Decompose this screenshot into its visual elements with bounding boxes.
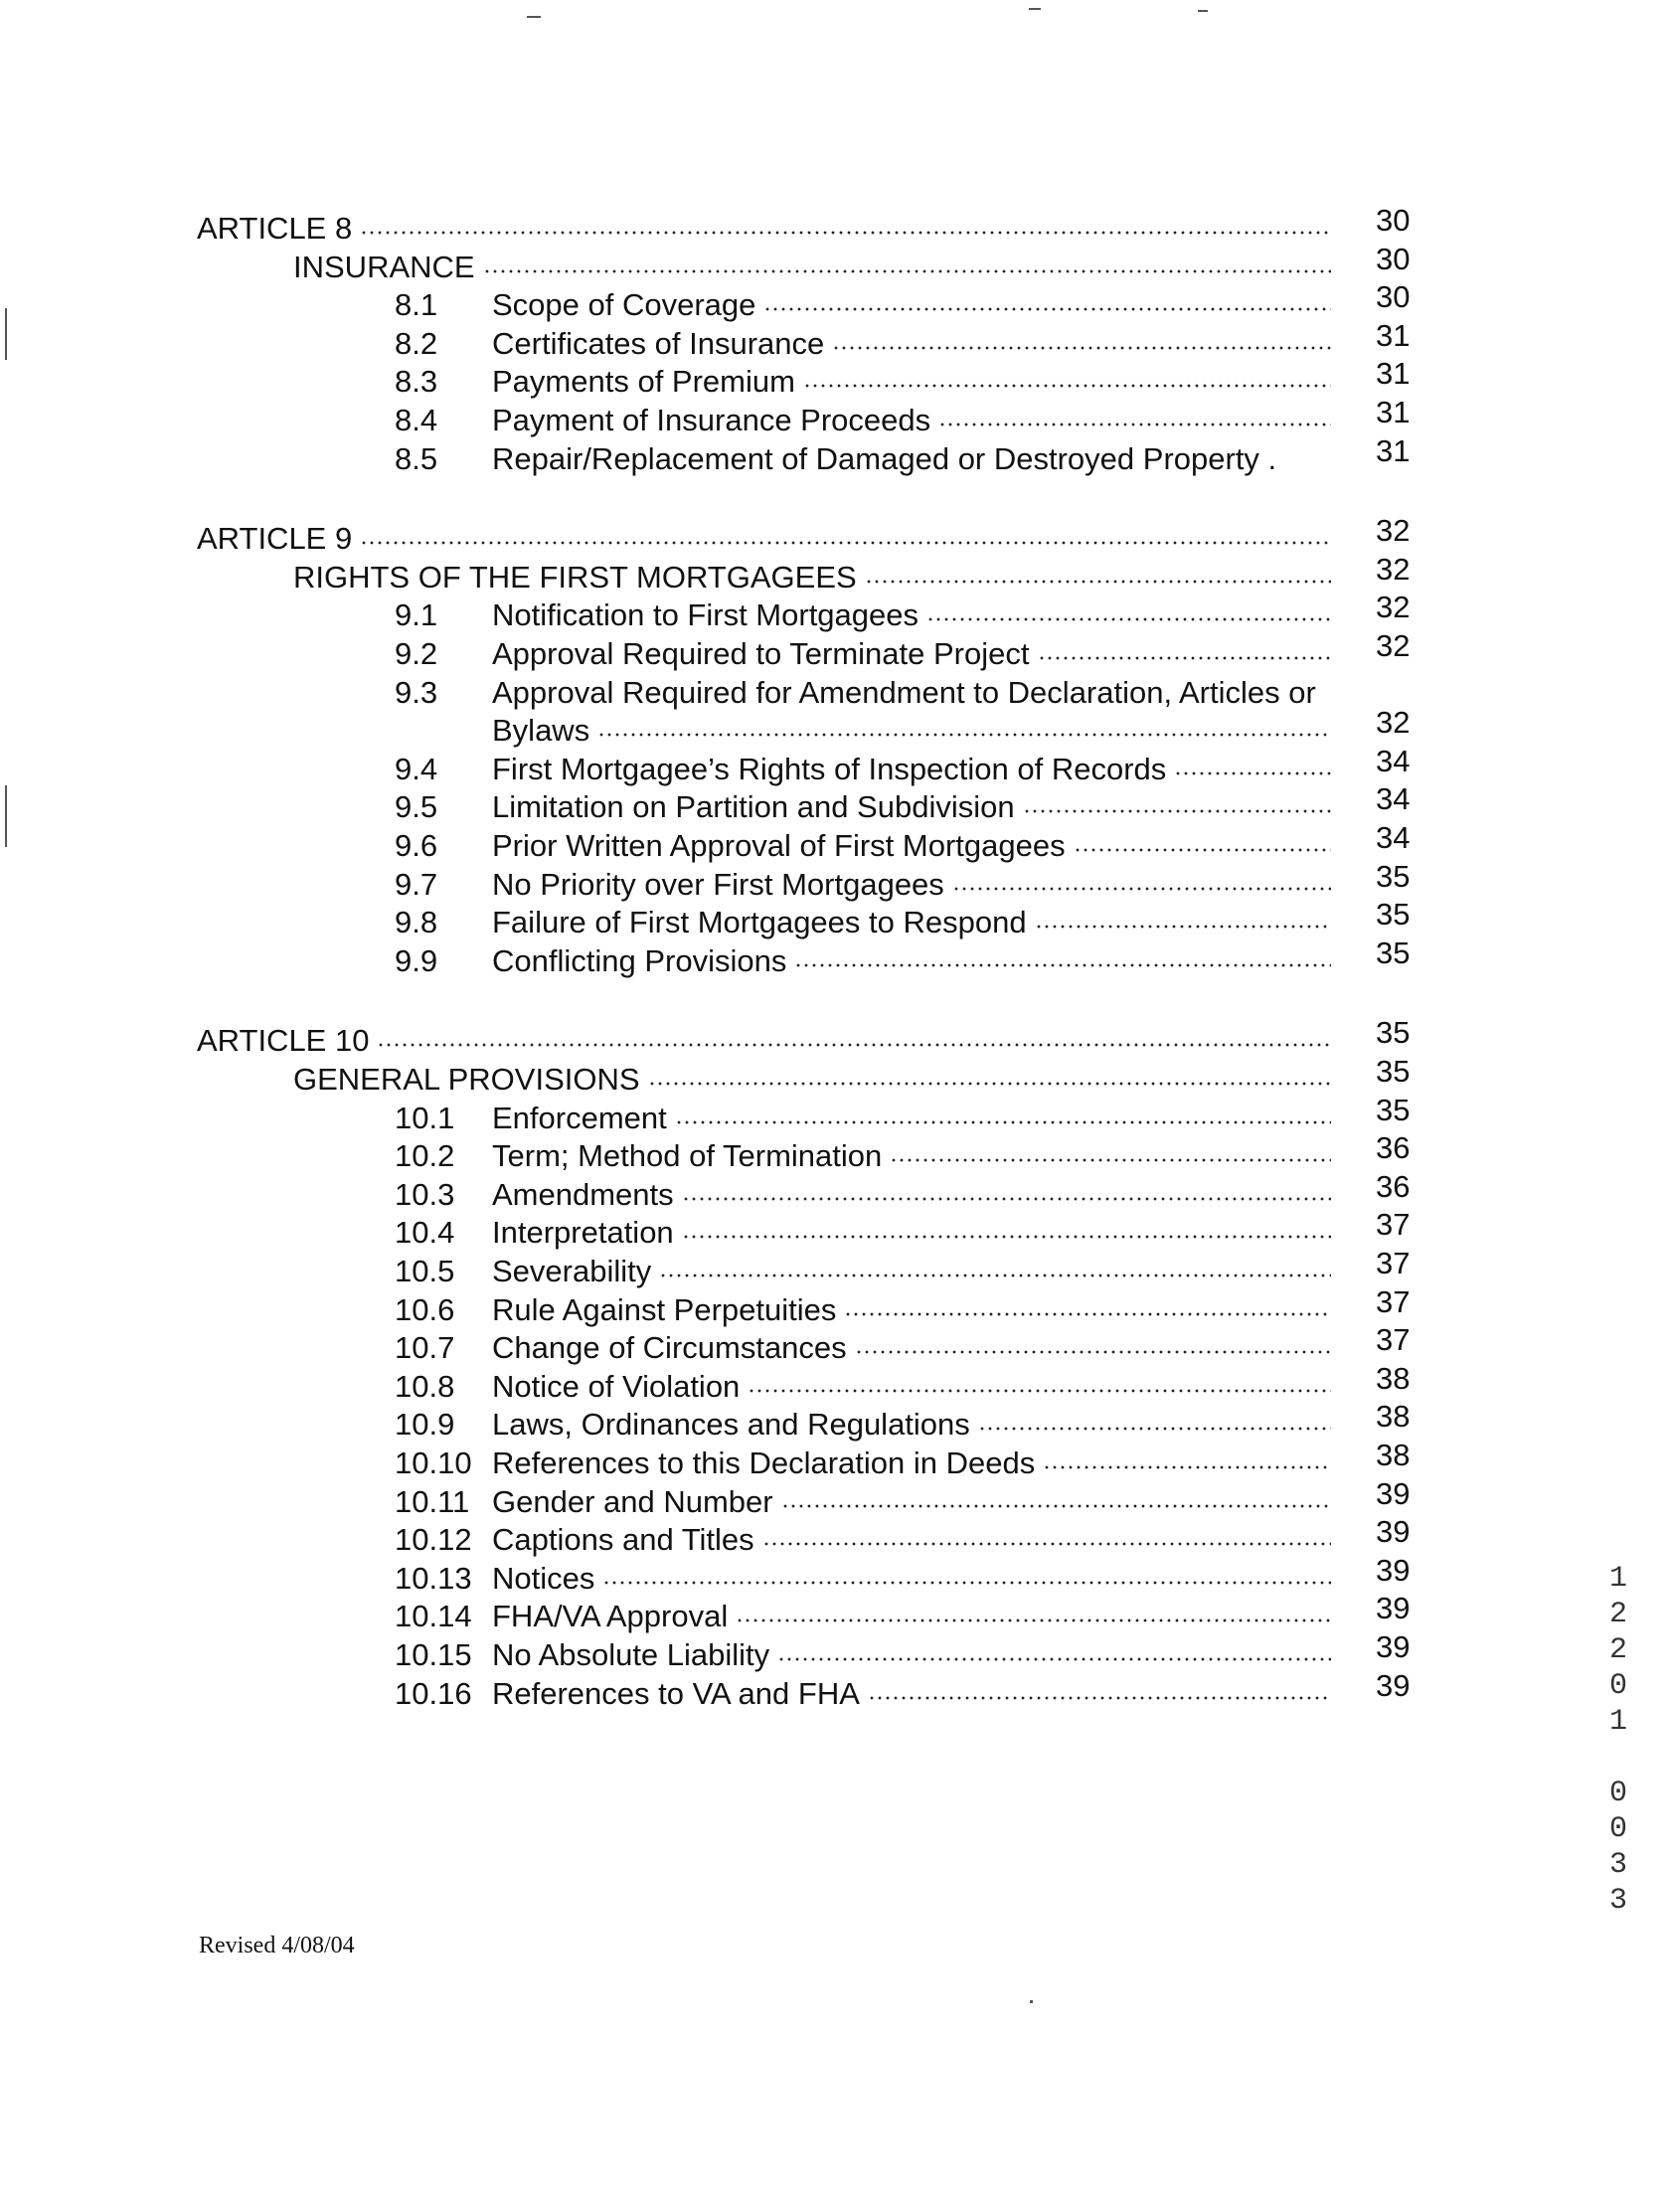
toc-entry-section[interactable] <box>395 401 1337 440</box>
entry-title: First Mortgagee’s Rights of Inspection of Records <box>492 751 1167 786</box>
entry-title: ARTICLE 10 <box>197 1023 370 1059</box>
page-number: 35 <box>1376 897 1411 933</box>
page-number: 35 <box>1376 858 1411 894</box>
toc-entry-section[interactable] <box>395 673 1389 713</box>
page-number: 37 <box>1376 1283 1411 1319</box>
entry-title: Laws, Ordinances and Regulations <box>492 1407 970 1443</box>
page-number: 32 <box>1376 551 1411 587</box>
dot-leader <box>1174 766 1331 780</box>
toc-entry-section[interactable] <box>395 362 1337 402</box>
page-number: 39 <box>1376 1667 1411 1703</box>
page-number: 38 <box>1376 1399 1411 1435</box>
entry-title: No Priority over First Mortgagees <box>492 866 944 902</box>
dot-leader <box>868 1691 1331 1705</box>
entry-title: Notices <box>492 1560 595 1596</box>
page-number: 39 <box>1376 1629 1411 1664</box>
page-number: 31 <box>1376 432 1411 468</box>
toc-entry-section[interactable] <box>395 826 1337 866</box>
entry-title: Conflicting Provisions <box>492 942 787 978</box>
dot-leader <box>794 958 1331 972</box>
entry-title: References to this Declaration in Deeds <box>492 1446 1036 1480</box>
section-number: 9.5 <box>395 789 438 825</box>
entry-title: Scope of Coverage <box>492 287 756 323</box>
section-number: 9.2 <box>395 636 438 671</box>
dot-leader <box>748 1384 1331 1398</box>
section-number: 10.6 <box>395 1291 455 1327</box>
dot-leader <box>926 612 1331 626</box>
dot-leader <box>659 1269 1331 1282</box>
section-number: 10.5 <box>395 1254 455 1288</box>
toc-entry-section[interactable] <box>395 1252 1337 1291</box>
section-number: 8.1 <box>395 287 438 323</box>
stamp-digit: 1 <box>1608 1705 1627 1739</box>
dot-leader <box>483 264 1331 278</box>
stamp-digit: 2 <box>1608 1633 1627 1667</box>
page-number: 39 <box>1376 1475 1411 1511</box>
dot-leader <box>597 728 1331 742</box>
toc-entry-section[interactable] <box>395 1405 1337 1445</box>
dot-leader <box>762 1537 1331 1551</box>
section-number: 10.13 <box>395 1560 472 1596</box>
dot-leader <box>855 1345 1331 1359</box>
scan-mark <box>5 803 7 847</box>
stamp-digit: 3 <box>1608 1848 1627 1882</box>
toc-entry-section[interactable] <box>395 941 1337 981</box>
toc-entry-section[interactable] <box>395 787 1337 827</box>
page-number: 36 <box>1376 1168 1411 1204</box>
dot-leader <box>682 1230 1331 1244</box>
entry-title: RIGHTS OF THE FIRST MORTGAGEES <box>293 559 857 595</box>
section-number: 8.3 <box>395 364 438 400</box>
page-number: 39 <box>1376 1552 1411 1588</box>
page-number: 31 <box>1376 395 1411 429</box>
page-number: 30 <box>1376 203 1411 238</box>
entry-title: Rule Against Perpetuities <box>492 1291 837 1327</box>
page-number: 34 <box>1376 743 1411 778</box>
entry-title-continuation: Bylaws <box>492 713 590 749</box>
dot-leader <box>803 379 1331 393</box>
entry-title: INSURANCE <box>293 249 475 284</box>
entry-title: Payments of Premium <box>492 364 795 400</box>
page-number: 31 <box>1376 317 1411 353</box>
toc-entry-section[interactable] <box>395 1367 1337 1407</box>
toc-entry-article[interactable] <box>197 1021 1337 1061</box>
dot-leader <box>648 1077 1331 1091</box>
page-number: 30 <box>1376 241 1411 276</box>
section-number: 9.9 <box>395 942 438 978</box>
section-number: 8.5 <box>395 440 438 476</box>
toc-entry-section[interactable] <box>395 596 1337 635</box>
entry-title: Captions and Titles <box>492 1522 754 1558</box>
section-number: 8.2 <box>395 325 438 361</box>
entry-title: Prior Written Approval of First Mortgagees <box>492 828 1066 863</box>
page-number: 37 <box>1376 1246 1411 1280</box>
toc-entry-heading[interactable] <box>293 248 1337 287</box>
entry-title: Payment of Insurance Proceeds <box>492 403 931 437</box>
page-number: 39 <box>1376 1514 1411 1550</box>
toc-entry-section[interactable] <box>395 439 1337 479</box>
page-number: 35 <box>1376 1015 1411 1051</box>
entry-title: ARTICLE 9 <box>197 521 353 557</box>
toc-entry-continuation[interactable] <box>492 711 1337 751</box>
toc-entry-section[interactable] <box>395 634 1337 674</box>
section-number: 9.6 <box>395 828 438 863</box>
toc-entry-section[interactable] <box>395 1444 1337 1483</box>
revision-note: Revised 4/08/04 <box>199 1933 355 1958</box>
toc-entry-section[interactable] <box>395 1597 1337 1636</box>
toc-entry-heading[interactable] <box>293 1060 1337 1100</box>
toc-entry-section[interactable] <box>395 865 1337 905</box>
section-number: 10.8 <box>395 1368 455 1404</box>
dot-leader <box>777 1652 1331 1666</box>
dot-leader <box>360 536 1331 550</box>
section-number: 10.4 <box>395 1215 455 1251</box>
section-number: 10.12 <box>395 1522 472 1558</box>
dot-leader <box>377 1038 1331 1052</box>
page-number: 37 <box>1376 1207 1411 1243</box>
section-number: 10.16 <box>395 1675 472 1711</box>
page-number: 32 <box>1376 628 1411 663</box>
dot-leader <box>832 341 1331 355</box>
entry-title: Approval Required for Amendment to Declaration, Articles or <box>492 674 1316 710</box>
entry-title: Amendments <box>492 1176 674 1212</box>
dot-leader <box>1043 1460 1331 1474</box>
section-number: 10.10 <box>395 1446 472 1480</box>
scan-mark <box>1029 8 1041 10</box>
toc-entry-section[interactable] <box>395 285 1337 325</box>
dot-leader <box>360 226 1331 240</box>
toc-entry-section[interactable] <box>395 903 1337 942</box>
section-number: 10.2 <box>395 1138 455 1174</box>
page-number: 34 <box>1376 781 1411 817</box>
toc-entry-section[interactable] <box>395 1099 1337 1138</box>
page-number: 36 <box>1376 1130 1411 1166</box>
dot-leader <box>1035 920 1331 934</box>
entry-title: Severability <box>492 1254 652 1288</box>
section-number: 10.7 <box>395 1330 455 1366</box>
page-number: 35 <box>1376 935 1411 970</box>
page-number: 37 <box>1376 1322 1411 1358</box>
section-number: 9.4 <box>395 751 438 786</box>
entry-title: Interpretation <box>492 1215 674 1251</box>
entry-title: Term; Method of Termination <box>492 1138 883 1174</box>
toc-entry-section[interactable] <box>395 750 1337 789</box>
dot-leader <box>844 1307 1331 1321</box>
stamp-digit: 0 <box>1608 1812 1627 1846</box>
stamp-digit: 3 <box>1608 1884 1627 1918</box>
dot-leader <box>890 1153 1331 1167</box>
section-number: 9.3 <box>395 674 438 710</box>
page-number: 38 <box>1376 1438 1411 1472</box>
entry-title: GENERAL PROVISIONS <box>293 1062 640 1097</box>
entry-title: Failure of First Mortgagees to Respond <box>492 905 1027 940</box>
dot-leader <box>1038 651 1332 665</box>
section-number: 10.14 <box>395 1599 472 1634</box>
toc-entry-section[interactable] <box>395 324 1337 364</box>
page-number: 35 <box>1376 1054 1411 1089</box>
dot-leader <box>675 1115 1331 1129</box>
dot-leader <box>1074 843 1331 857</box>
section-number: 9.8 <box>395 905 438 940</box>
toc-entry-section[interactable] <box>395 1328 1337 1368</box>
stamp-digit: 1 <box>1608 1562 1627 1596</box>
entry-title: No Absolute Liability <box>492 1637 770 1672</box>
toc-entry-section[interactable] <box>395 1520 1337 1560</box>
stamp-digit: 0 <box>1608 1669 1627 1703</box>
dot-leader <box>952 882 1331 896</box>
entry-title: Notification to First Mortgagees <box>492 597 919 633</box>
dot-leader <box>781 1499 1331 1513</box>
toc-entry-section[interactable] <box>395 1482 1337 1522</box>
dot-leader <box>865 575 1331 589</box>
section-number: 10.11 <box>395 1483 470 1519</box>
stamp-digit: 0 <box>1608 1777 1627 1810</box>
scan-mark <box>1198 10 1208 12</box>
dot-leader <box>736 1614 1331 1627</box>
entry-title: Change of Circumstances <box>492 1330 847 1366</box>
toc-entry-section[interactable] <box>395 1635 1337 1675</box>
page-number: 34 <box>1376 820 1411 855</box>
toc-entry-section[interactable] <box>395 1175 1337 1215</box>
toc-entry-article[interactable] <box>197 209 1337 249</box>
entry-title: ARTICLE 8 <box>197 211 353 246</box>
entry-title: Gender and Number <box>492 1483 773 1519</box>
page-number: 35 <box>1376 1092 1411 1127</box>
page-number: 30 <box>1376 279 1411 315</box>
section-number: 10.1 <box>395 1100 455 1135</box>
section-number: 10.15 <box>395 1637 472 1672</box>
dot-leader <box>978 1422 1331 1436</box>
entry-title: Certificates of Insurance <box>492 325 825 361</box>
dot-leader <box>602 1576 1331 1590</box>
page-number: 32 <box>1376 705 1411 741</box>
scan-mark <box>527 16 541 18</box>
toc-entry-section[interactable] <box>395 1290 1337 1330</box>
entry-title: Approval Required to Terminate Project <box>492 636 1030 671</box>
dot-leader <box>1023 804 1331 818</box>
page-number: 39 <box>1376 1591 1411 1626</box>
section-number: 9.1 <box>395 597 438 633</box>
entry-title: Notice of Violation <box>492 1368 741 1404</box>
entry-title: Repair/Replacement of Damaged or Destroyed Property . <box>492 440 1277 476</box>
entry-title: Enforcement <box>492 1100 667 1135</box>
page-number: 38 <box>1376 1360 1411 1396</box>
toc-entry-section[interactable] <box>395 1213 1337 1253</box>
stamp-digit: 2 <box>1608 1598 1627 1631</box>
entry-title: References to VA and FHA <box>492 1675 860 1711</box>
section-number: 10.9 <box>395 1407 455 1443</box>
document-stamp <box>1600 1561 1636 1919</box>
toc-entry-article[interactable] <box>197 519 1337 559</box>
entry-title: FHA/VA Approval <box>492 1599 729 1634</box>
stamp-digit <box>1600 1740 1636 1776</box>
section-number: 9.7 <box>395 866 438 902</box>
toc-entry-section[interactable] <box>395 1559 1337 1599</box>
scan-mark <box>5 308 7 360</box>
page-number: 32 <box>1376 590 1411 625</box>
toc-entry-section[interactable] <box>395 1674 1337 1714</box>
section-number: 10.3 <box>395 1176 455 1212</box>
scan-mark <box>1030 2000 1033 2003</box>
toc-entry-heading[interactable] <box>293 558 1337 597</box>
dot-leader <box>938 418 1331 431</box>
page-number: 32 <box>1376 513 1411 549</box>
dot-leader <box>763 302 1331 316</box>
entry-title: Limitation on Partition and Subdivision <box>492 789 1015 825</box>
page-number: 31 <box>1376 356 1411 392</box>
toc-entry-section[interactable] <box>395 1136 1337 1176</box>
dot-leader <box>682 1192 1331 1206</box>
section-number: 8.4 <box>395 403 438 437</box>
